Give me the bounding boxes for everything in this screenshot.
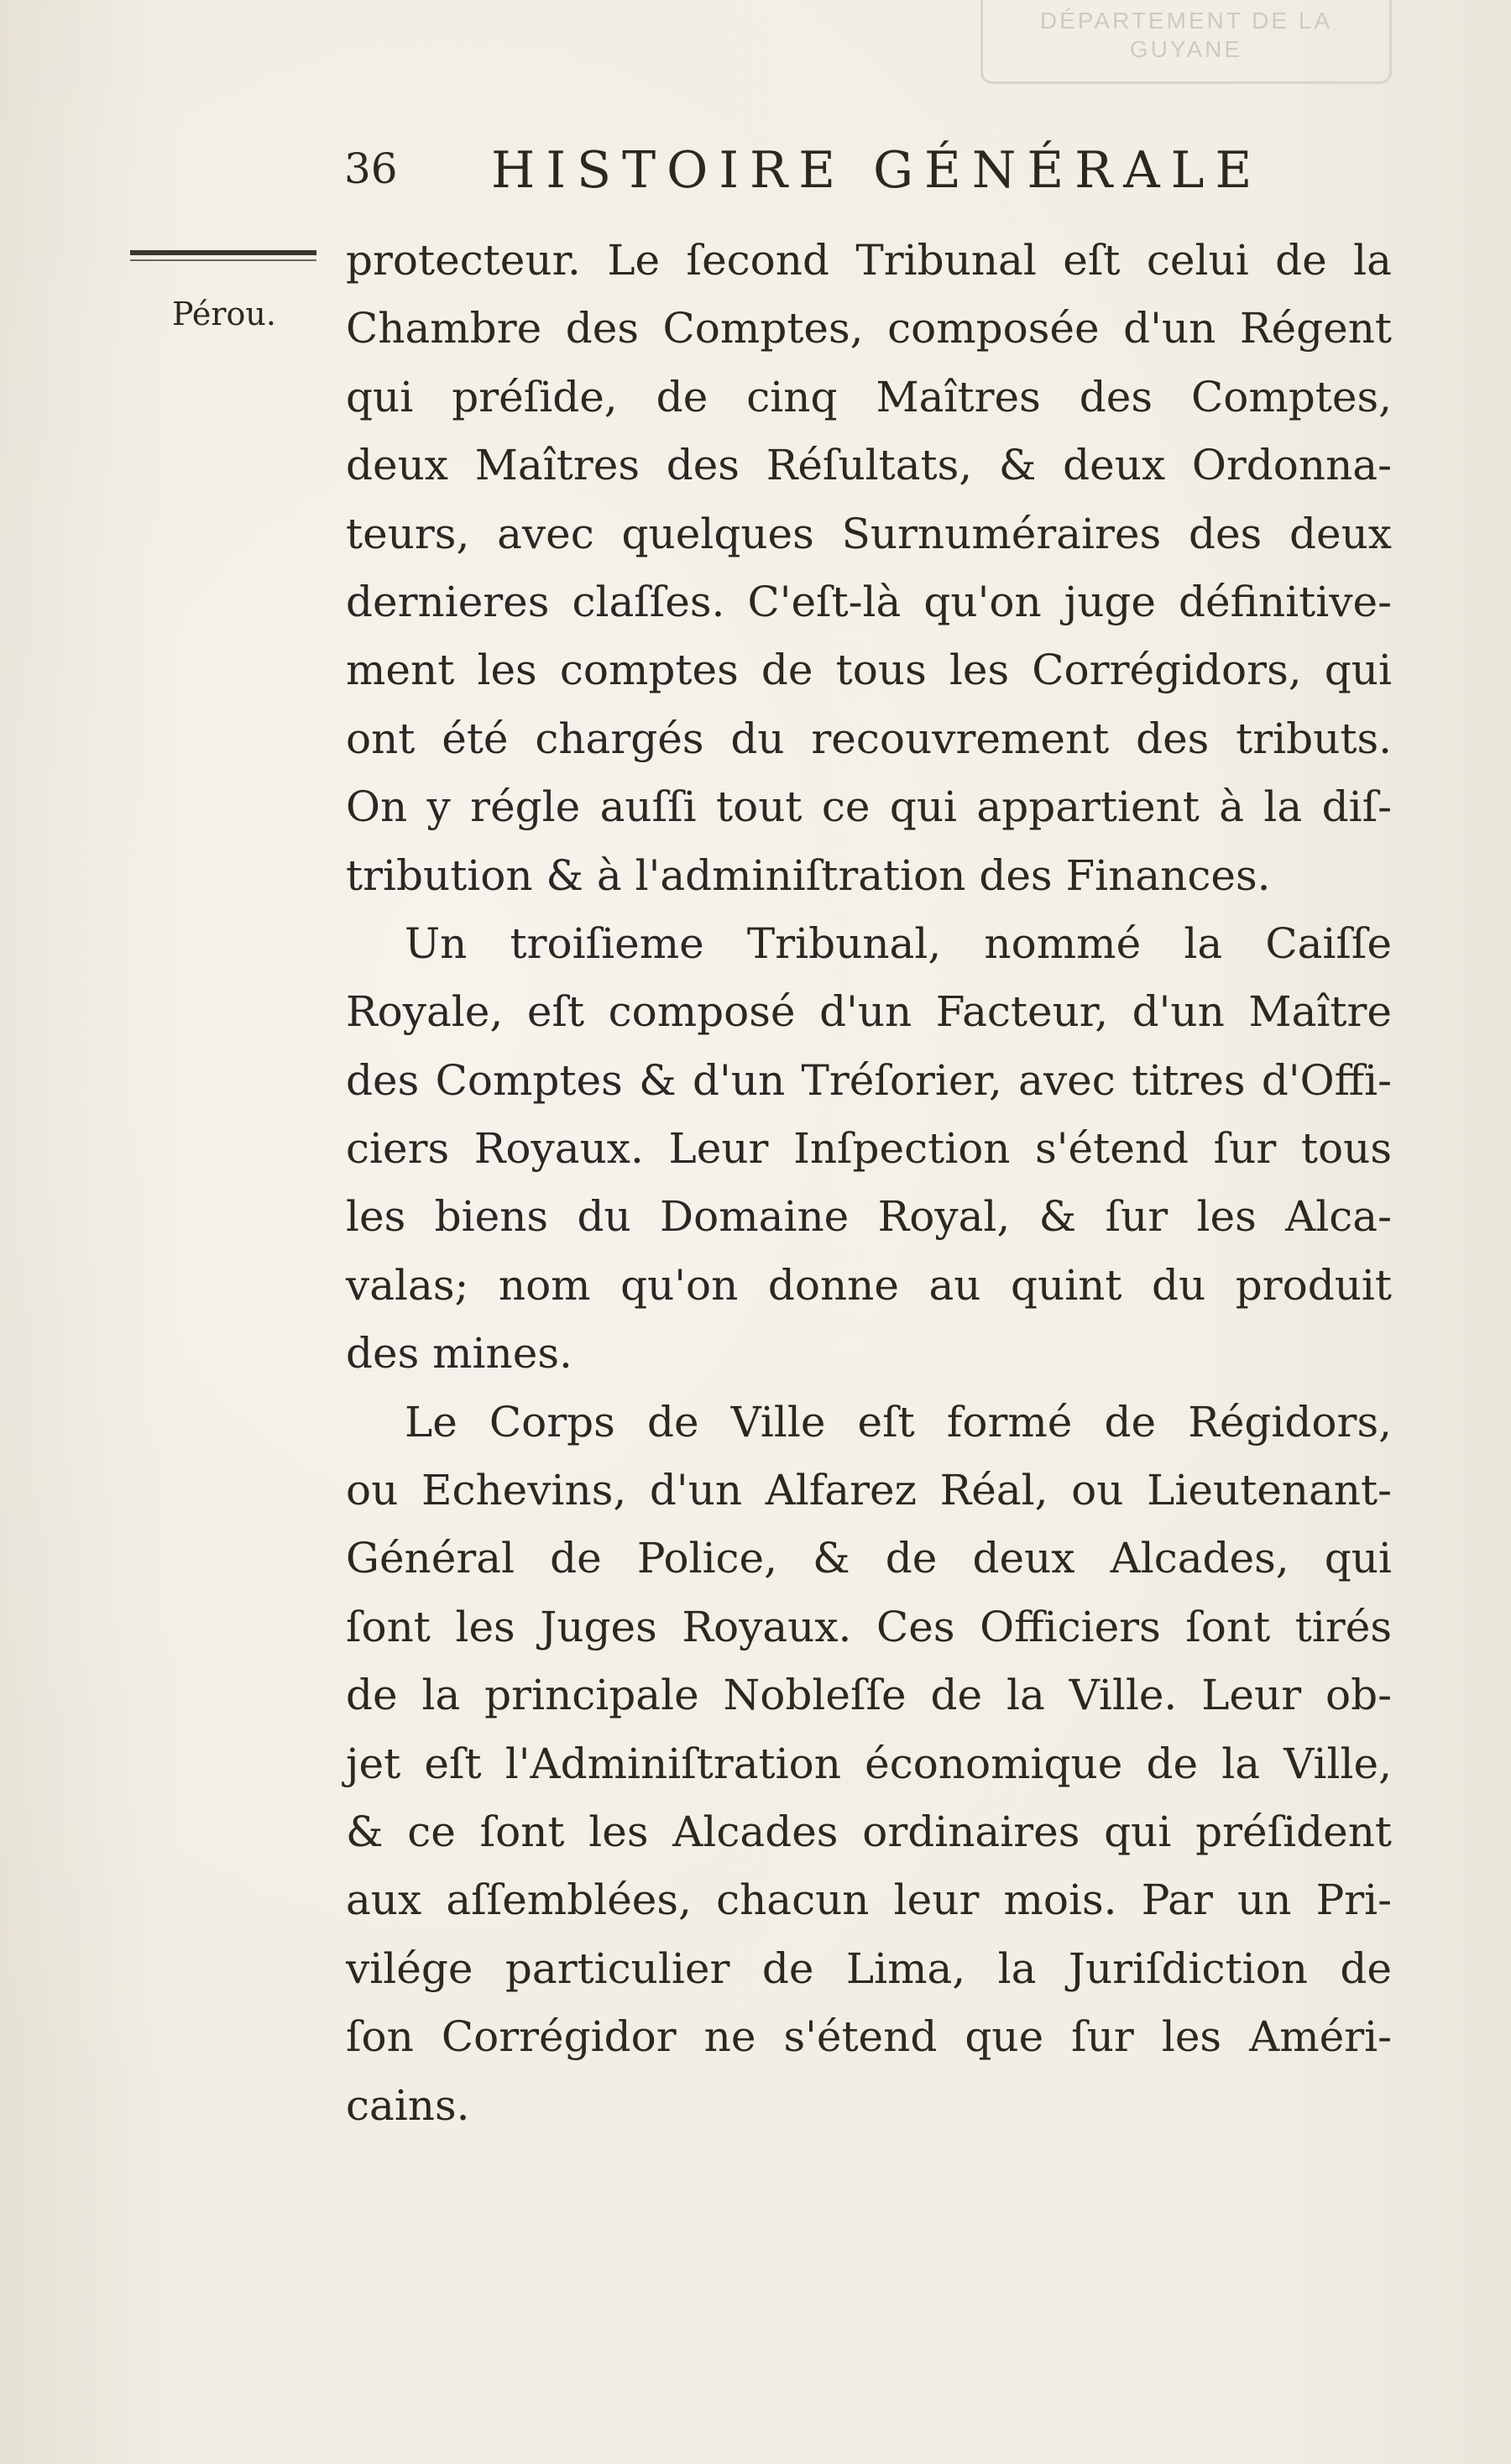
text-line: Royale, eſt composé d'un Facteur, d'un Maître xyxy=(346,987,1392,1037)
text-line: Un troiſieme Tribunal, nommé la Caiſſe xyxy=(405,918,1392,968)
text-line: Général de Police, & de deux Alcades, qui xyxy=(346,1534,1392,1583)
text-line: ment les comptes de tous les Corrégidors, qui xyxy=(346,646,1392,695)
text-line: deux Maîtres des Réſultats, & deux Ordonna- xyxy=(346,441,1392,490)
text-line: des Comptes & d'un Tréſorier, avec titres d'Offi- xyxy=(346,1055,1392,1105)
text-line: vilége particulier de Lima, la Juriſdiction de xyxy=(346,1943,1392,1993)
text-line: tribution & à l'adminiſtration des Finances. xyxy=(346,850,1271,900)
margin-rule xyxy=(130,250,316,255)
page-number: 36 xyxy=(344,144,398,193)
text-line: Le Corps de Ville eſt formé de Régidors, xyxy=(405,1397,1392,1446)
body-text xyxy=(346,227,1392,2140)
text-line: dernieres claſſes. C'eſt-là qu'on juge définitive- xyxy=(346,577,1392,626)
text-line: cains. xyxy=(346,2080,470,2130)
library-stamp xyxy=(980,0,1392,84)
text-line: & ce ſont les Alcades ordinaires qui préſident xyxy=(346,1807,1392,1856)
running-title: HISTOIRE GÉNÉRALE xyxy=(491,141,1263,200)
text-line: Chambre des Comptes, composée d'un Régent xyxy=(346,304,1392,353)
text-line: jet eſt l'Adminiſtration économique de la Ville, xyxy=(346,1739,1392,1788)
margin-note: Pérou. xyxy=(172,296,276,332)
text-line: des mines. xyxy=(346,1329,573,1378)
text-line: ciers Royaux. Leur Inſpection s'étend ſur tous xyxy=(346,1124,1392,1174)
text-line: les biens du Domaine Royal, & ſur les Alca- xyxy=(346,1192,1392,1242)
text-line: ont été chargés du recouvrement des tributs. xyxy=(346,714,1392,763)
text-line: qui préſide, de cinq Maîtres des Comptes, xyxy=(346,372,1392,421)
text-line: On y régle auſſi tout ce qui appartient à la diſ- xyxy=(346,782,1392,832)
text-line: aux aſſemblées, chacun leur mois. Par un Pri- xyxy=(346,1875,1392,1925)
stamp-line-1: DÉPARTEMENT DE LA xyxy=(1039,8,1333,34)
stamp-line-2: GUYANE xyxy=(1129,36,1243,62)
text-line: valas; nom qu'on donne au quint du produit xyxy=(346,1260,1392,1310)
page-header xyxy=(344,141,1393,208)
text-line: teurs, avec quelques Surnuméraires des deux xyxy=(346,509,1392,558)
text-line: ſon Corrégidor ne s'étend que ſur les Améri- xyxy=(346,2012,1392,2062)
text-line: protecteur. Le ſecond Tribunal eſt celui de la xyxy=(346,236,1392,285)
text-line: ou Echevins, d'un Alfarez Réal, ou Lieutenant- xyxy=(346,1466,1392,1515)
text-line: ſont les Juges Royaux. Ces Officiers ſont tirés xyxy=(346,1602,1392,1651)
text-line: de la principale Nobleſſe de la Ville. Leur ob- xyxy=(346,1671,1392,1720)
